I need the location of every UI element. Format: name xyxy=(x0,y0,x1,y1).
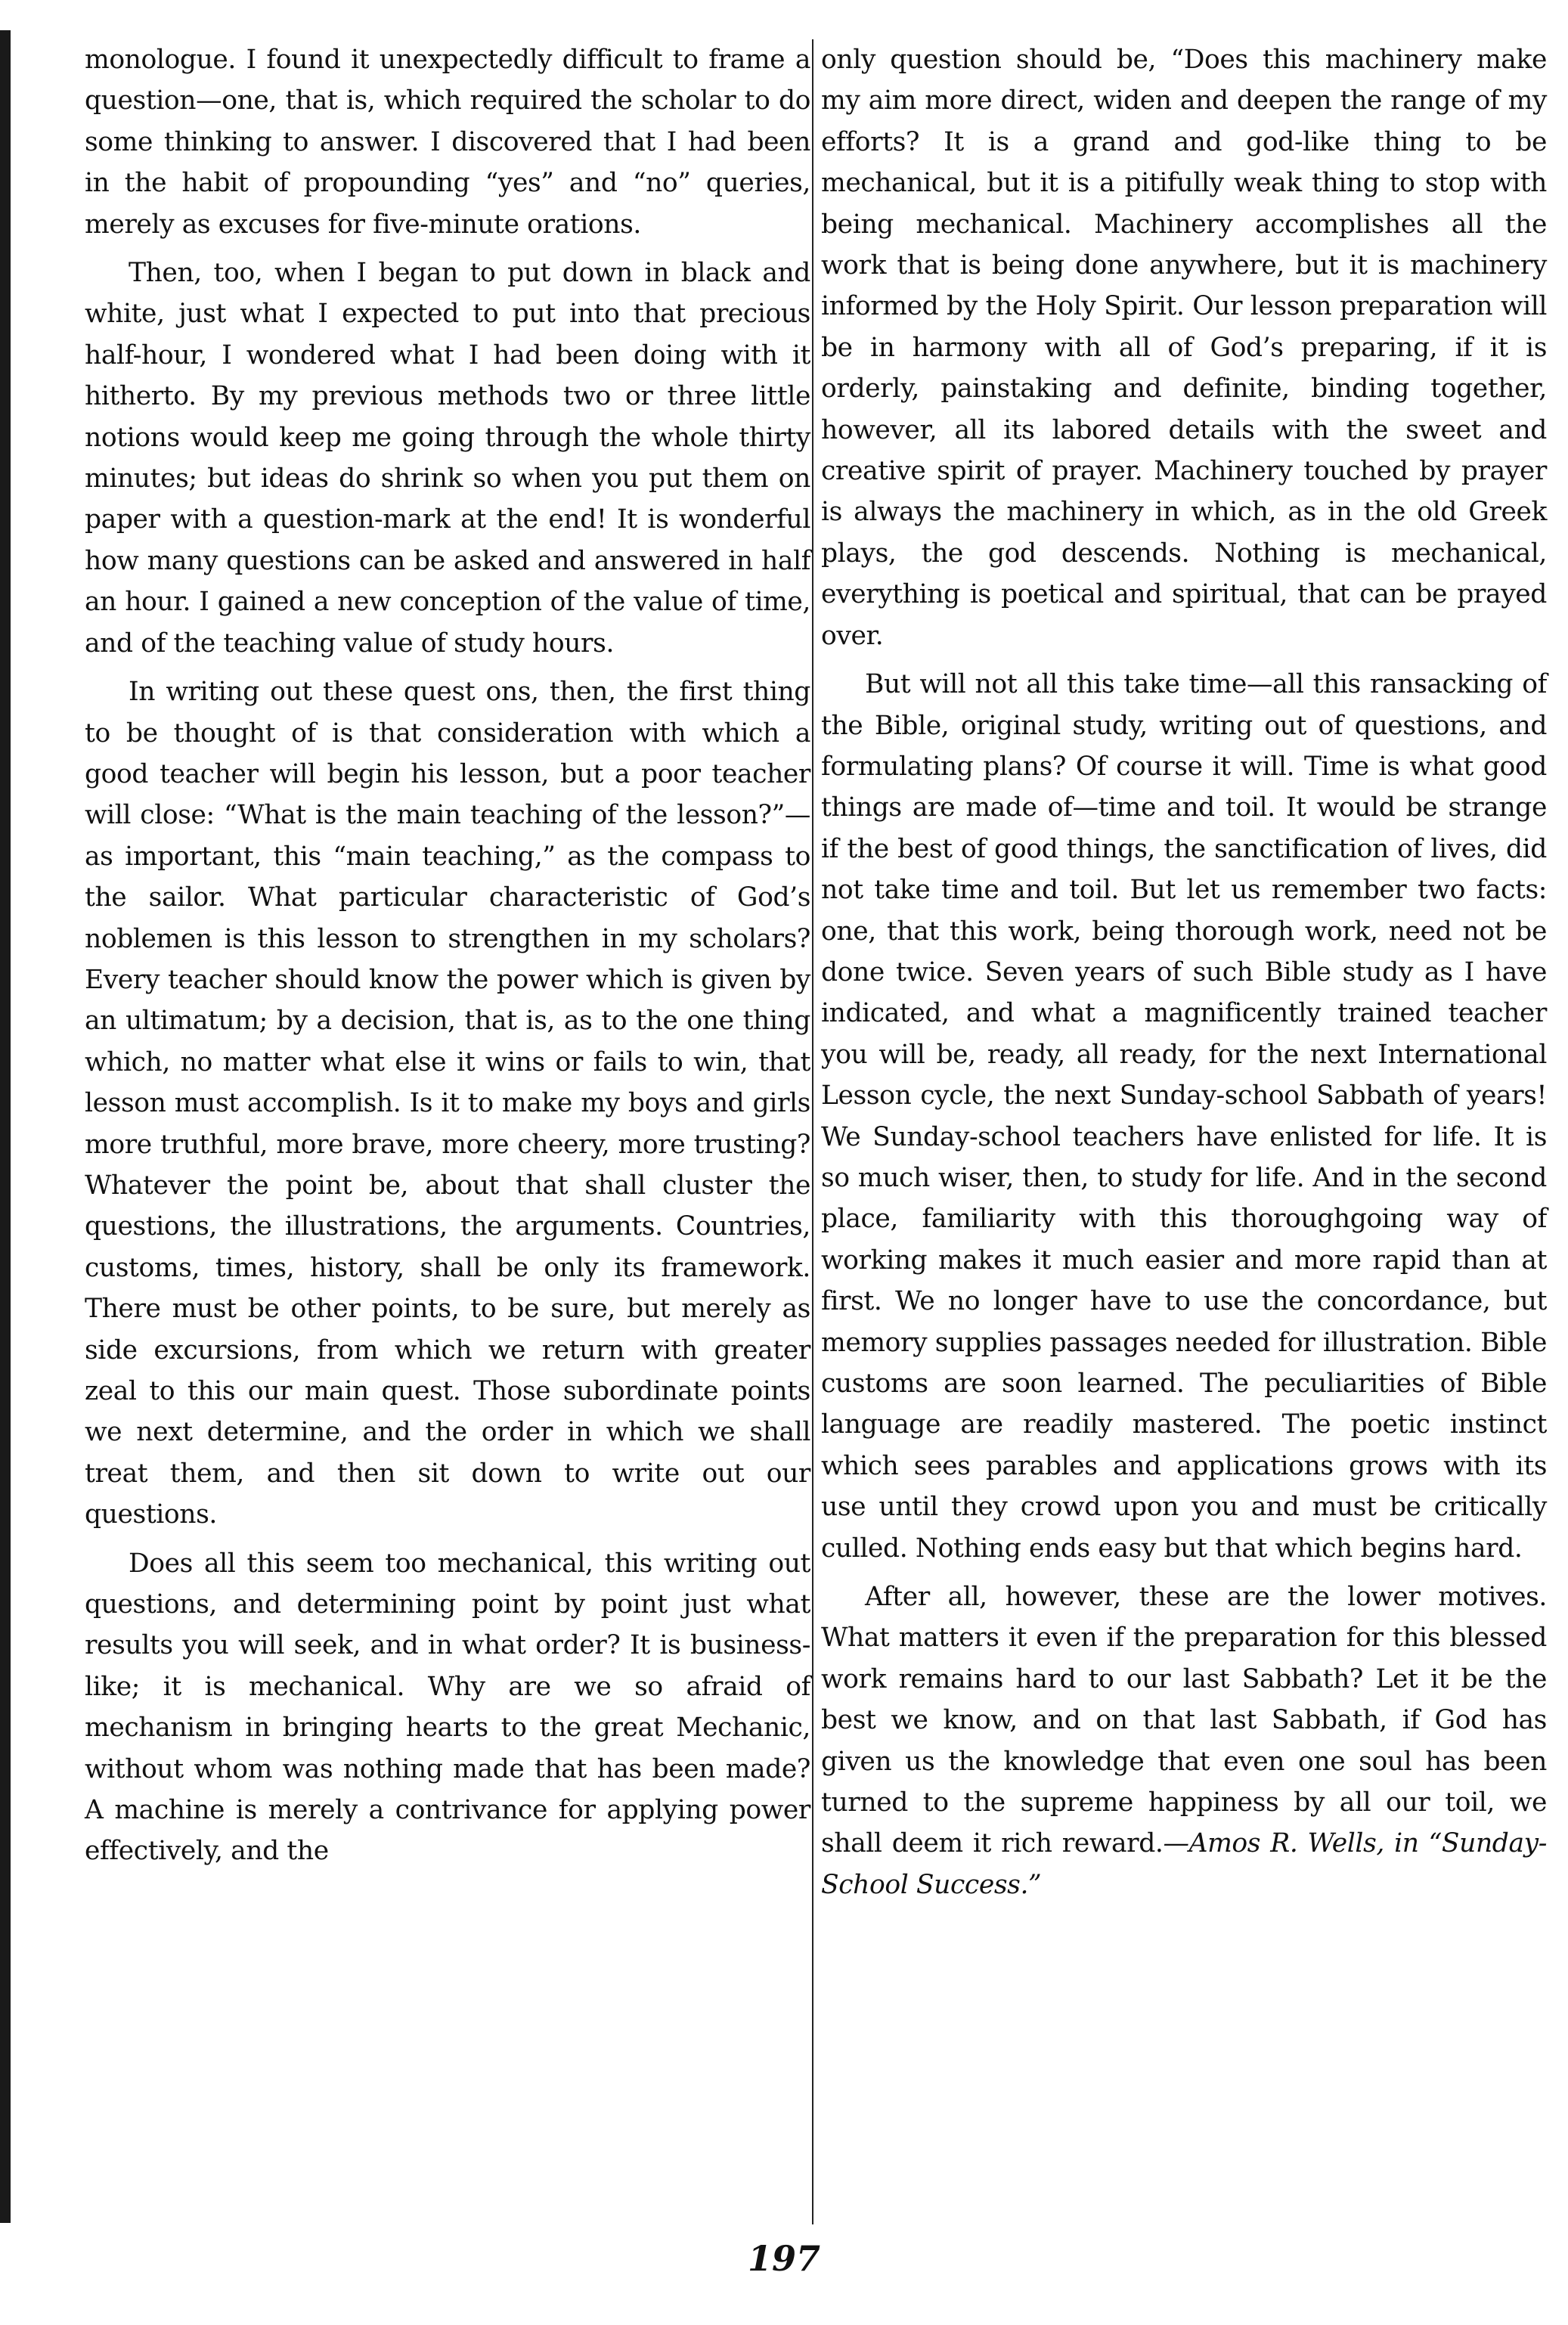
paragraph-left-4: Does all this seem too mechanical, this writing out questions, and determining point by point just what results you will seek, and in what order? It is business-like; it is mechanical. Why are we so afraid of mechanism in bringing hearts to the great Mechanic, without whom was nothing made that has been made? A machine is merely a contrivance for applying power effectively, and the xyxy=(85,1548,810,1867)
paragraph-right-3 xyxy=(821,1576,1547,1905)
right-column xyxy=(821,39,1547,1905)
page-number: 197 xyxy=(747,2238,821,2279)
paragraph-left-1: monologue. I found it unexpectedly difficult to frame a question—one, that is, which required the scholar to do some thinking to answer. I discovered that I had been in the habit of propounding “yes” and “no” queries, merely as excuses for five-minute orations. xyxy=(85,45,810,240)
paragraph-left-2: Then, too, when I began to put down in black and white, just what I expected to put into that precious half-hour, I wondered what I had been doing with it hitherto. By my previous methods two or three little notions would keep me going through the whole thirty minutes; but ideas do shrink so when you put them on paper with a question-mark at the end! It is wonderful how many questions can be asked and answered in half an hour. I gained a new conception of the value of time, and of the teaching value of study hours. xyxy=(85,258,810,659)
paragraph-right-1: only question should be, “Does this machinery make my aim more direct, widen and deepen the range of my efforts? It is a grand and god-like thing to be mechanical, but it is a pitifully weak thing to stop with being mechanical. Machinery accomplishes all the work that is being done anywhere, but it is machinery informed by the Holy Spirit. Our lesson preparation will be in harmony with all of God’s preparing, if it is orderly, painstaking and definite, binding together, however, all its labored details with the sweet and creative spirit of prayer. Machinery touched by prayer is always the machinery in which, as in the old Greek plays, the god descends. Nothing is mechanical, everything is poetical and spiritual, that can be prayed over. xyxy=(821,45,1547,651)
left-column xyxy=(85,39,810,1872)
paragraph-right-2: But will not all this take time—all this ransacking of the Bible, original study, writing out of questions, and formulating plans? Of course it will. Time is what good things are made of—time and toil. It would be strange if the best of good things, the sanctification of lives, did not take time and toil. But let us remember two facts: one, that this work, being thorough work, need not be done twice. Seven years of such Bible study as I have indicated, and what a magnificently trained teacher you will be, ready, all ready, for the next International Lesson cycle, the next Sunday-school Sabbath of years! We Sunday-school teachers have enlisted for life. It is so much wiser, then, to study for life. And in the second place, familiarity with this thoroughgoing way of working makes it much easier and more rapid than at first. We no longer have to use the concordance, but memory supplies passages needed for illustration. Bible customs are soon learned. The peculiarities of Bible language are readily mastered. The poetic instinct which sees parables and applications grows with its use until they crowd upon you and must be critically culled. Nothing ends easy but that which begins hard. xyxy=(821,669,1547,1564)
paragraph-right-3-text: After all, however, these are the lower motives. What matters it even if the preparation for this blessed work remains hard to our last Sabbath? Let it be the best we know, and on that last Sabbath, if God has given us the knowledge that even one soul has been turned to the supreme happiness by all our toil, we shall deem it rich reward. xyxy=(821,1582,1547,1859)
paragraph-left-3: In writing out these quest ons, then, the first thing to be thought of is that consideration with which a good teacher will begin his lesson, but a poor teacher will close: “What is the main teaching of the lesson?”—as important, this “main teaching,” as the compass to the sailor. What particular characteristic of God’s noblemen is this lesson to strengthen in my scholars? Every teacher should know the power which is given by an ultimatum; by a decision, that is, as to the one thing which, no matter what else it wins or fails to win, that lesson must accomplish. Is it to make my boys and girls more truthful, more brave, more cheery, more trusting? Whatever the point be, about that shall cluster the questions, the illustrations, the arguments. Countries, customs, times, history, shall be only its framework. There must be other points, to be sure, but merely as side excursions, from which we return with greater zeal to this our main quest. Those subordinate points we next determine, and the order in which we shall treat them, and then sit down to write out our questions. xyxy=(85,677,810,1530)
binding-edge-rule xyxy=(0,30,11,2223)
attribution: —Amos R. Wells, in “Sunday-School Success.” xyxy=(821,1828,1547,1900)
column-divider xyxy=(812,39,813,2224)
